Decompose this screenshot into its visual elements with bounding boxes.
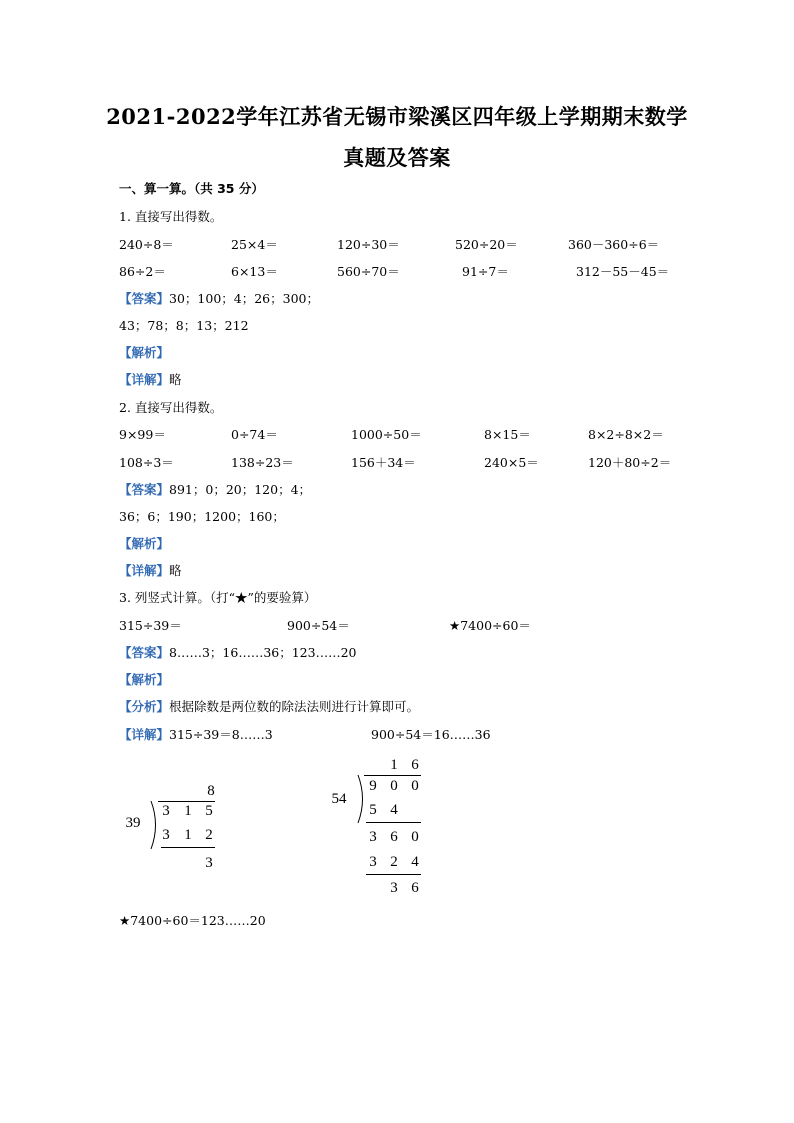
expression: 520÷20＝ bbox=[455, 237, 518, 252]
expression: 240×5＝ bbox=[484, 455, 539, 470]
question-3-answer bbox=[119, 643, 357, 661]
expression: 86÷2＝ bbox=[119, 264, 166, 279]
dividend-digit: 5 bbox=[205, 803, 213, 819]
dividend-digit: 1 bbox=[184, 803, 192, 819]
subtraction-line bbox=[366, 822, 421, 823]
answer-tag: 【答案】 bbox=[119, 645, 170, 660]
expression: 108÷3＝ bbox=[119, 455, 174, 470]
expression: 360－360÷6＝ bbox=[568, 237, 660, 252]
question-2-answer-line-2: 36；6；190；1200；160； bbox=[119, 509, 285, 524]
detail-tag: 【详解】 bbox=[119, 727, 170, 742]
question-2-analysis-tag: 【解析】 bbox=[119, 536, 170, 551]
product-digit: 3 bbox=[162, 827, 170, 843]
step-digit: 0 bbox=[411, 829, 419, 845]
question-3-detail bbox=[119, 725, 273, 743]
expression: 315÷39＝ bbox=[119, 618, 182, 633]
expression: 560÷70＝ bbox=[337, 264, 400, 279]
fenxi-tag: 【分析】 bbox=[119, 699, 170, 714]
product-digit: 2 bbox=[205, 827, 213, 843]
dividend-digit: 9 bbox=[369, 778, 377, 794]
divisor: 54 bbox=[331, 791, 347, 807]
detail-text: 略 bbox=[169, 563, 182, 578]
question-3-detail-b: 900÷54＝16……36 bbox=[371, 727, 491, 742]
answer-tag: 【答案】 bbox=[119, 482, 170, 497]
answer-text: 891；0；20；120；4； bbox=[169, 482, 312, 497]
question-3-analysis-tag: 【解析】 bbox=[119, 672, 170, 687]
question-1-detail bbox=[119, 370, 182, 388]
question-2-answer bbox=[119, 480, 311, 498]
step-digit: 3 bbox=[369, 854, 377, 870]
step-digit: 6 bbox=[390, 829, 398, 845]
quotient-digit: 1 bbox=[390, 757, 398, 773]
step-digit: 3 bbox=[369, 829, 377, 845]
dividend-digit: 0 bbox=[390, 778, 398, 794]
expression: 0÷74＝ bbox=[231, 427, 278, 442]
expression: 900÷54＝ bbox=[287, 618, 350, 633]
division-bar bbox=[158, 801, 215, 802]
divisor: 39 bbox=[125, 815, 141, 831]
expression: 8×15＝ bbox=[484, 427, 531, 442]
detail-text: 315÷39＝8……3 bbox=[169, 727, 273, 742]
expression: 25×4＝ bbox=[231, 237, 278, 252]
dividend-digit: 0 bbox=[411, 778, 419, 794]
remainder-digit: 3 bbox=[205, 855, 213, 871]
expression: 1000÷50＝ bbox=[351, 427, 422, 442]
expression: 240÷8＝ bbox=[119, 237, 174, 252]
document-title-line1: 2021-2022学年江苏省无锡市梁溪区四年级上学期期末数学 bbox=[106, 104, 688, 129]
step-digit: 4 bbox=[390, 802, 398, 818]
question-3-fenxi bbox=[119, 697, 419, 715]
expression: 9×99＝ bbox=[119, 427, 166, 442]
remainder-digit: 6 bbox=[411, 880, 419, 896]
answer-text: 30；100；4；26；300； bbox=[169, 291, 319, 306]
question-3-heading: 3. 列竖式计算。（打“★”的要验算） bbox=[119, 590, 317, 605]
question-2-heading: 2. 直接写出得数。 bbox=[119, 400, 223, 415]
step-digit: 4 bbox=[411, 854, 419, 870]
expression: 120÷30＝ bbox=[337, 237, 400, 252]
question-1-answer bbox=[119, 289, 319, 307]
expression: 91÷7＝ bbox=[462, 264, 509, 279]
product-digit: 1 bbox=[184, 827, 192, 843]
quotient-digit: 6 bbox=[411, 757, 419, 773]
subtraction-line bbox=[161, 847, 215, 848]
expression: 156＋34＝ bbox=[351, 455, 416, 470]
quotient-digit: 8 bbox=[207, 783, 215, 799]
answer-text: 8……3；16……36；123……20 bbox=[169, 645, 357, 660]
detail-tag: 【详解】 bbox=[119, 563, 170, 578]
answer-tag: 【答案】 bbox=[119, 291, 170, 306]
document-title-line2: 真题及答案 bbox=[343, 145, 451, 170]
detail-text: 略 bbox=[169, 372, 182, 387]
fenxi-text: 根据除数是两位数的除法法则进行计算即可。 bbox=[169, 699, 420, 714]
division-bar bbox=[364, 775, 421, 776]
detail-tag: 【详解】 bbox=[119, 372, 170, 387]
expression: 6×13＝ bbox=[231, 264, 278, 279]
dividend-digit: 3 bbox=[162, 803, 170, 819]
expression: 138÷23＝ bbox=[231, 455, 294, 470]
question-1-analysis-tag: 【解析】 bbox=[119, 345, 170, 360]
expression: 120＋80÷2＝ bbox=[588, 455, 672, 470]
question-2-detail bbox=[119, 561, 182, 579]
remainder-digit: 3 bbox=[390, 880, 398, 896]
step-digit: 2 bbox=[390, 854, 398, 870]
expression: 8×2÷8×2＝ bbox=[588, 427, 664, 442]
section-heading: 一、算一算。（共 35 分） bbox=[119, 181, 264, 196]
subtraction-line bbox=[366, 874, 421, 875]
expression: ★7400÷60＝ bbox=[449, 618, 531, 633]
question-1-answer-line-2: 43；78；8；13；212 bbox=[119, 318, 249, 333]
question-1-heading: 1. 直接写出得数。 bbox=[119, 209, 223, 224]
step-digit: 5 bbox=[369, 802, 377, 818]
question-3-last-line: ★7400÷60＝123……20 bbox=[119, 913, 266, 928]
expression: 312－55－45＝ bbox=[576, 264, 670, 279]
